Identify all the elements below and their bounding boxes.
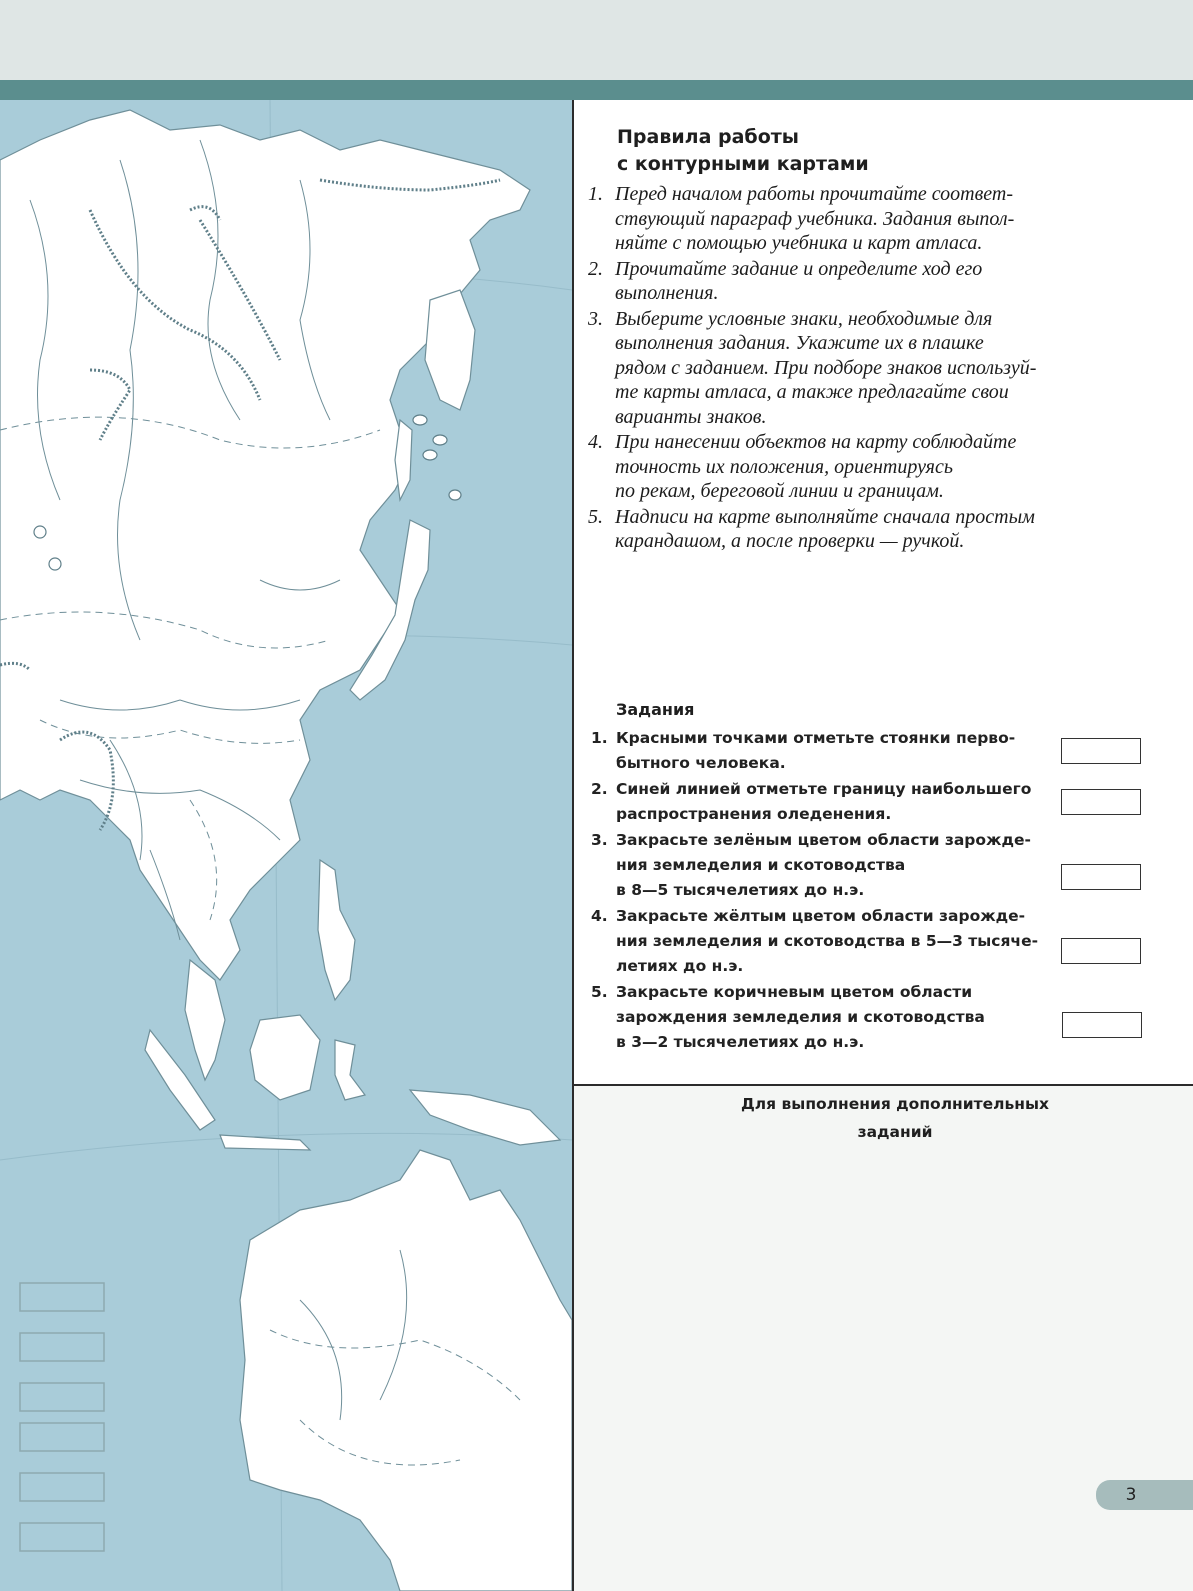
contour-map bbox=[0, 100, 572, 1591]
task-item: 4. Закрасьте жёлтым цветом области зарожде- ния земледелия и скотоводства в 5—3 тысяче- летиях до н.э. bbox=[591, 907, 1039, 975]
page-number-tab bbox=[1096, 1480, 1193, 1510]
legend-box-task-3[interactable] bbox=[1061, 864, 1141, 890]
page-number: 3 bbox=[1125, 1485, 1137, 1505]
land-australia bbox=[240, 1150, 572, 1591]
rule-item: 1. Перед началом работы прочитайте соответ- ствующий параграф учебника. Задания выпол- няйте с помощью учебника и карт атласа. bbox=[588, 183, 1015, 254]
top-strip bbox=[0, 0, 1193, 80]
legend-box-task-4[interactable] bbox=[1061, 938, 1141, 964]
legend-box-task-5[interactable] bbox=[1062, 1012, 1142, 1038]
rule-item: 4. При нанесении объектов на карту соблюдайте точность их положения, ориентируясь по рекам, береговой линии и границам. bbox=[588, 431, 1017, 502]
task-item: 2. Синей линией отметьте границу наибольшего распространения оледенения. bbox=[591, 780, 1032, 823]
rule-item: 5. Надписи на карте выполняйте сначала простым карандашом, а после проверки — ручкой. bbox=[588, 505, 1035, 552]
map-svg bbox=[0, 100, 572, 1591]
land-new-guinea bbox=[410, 1090, 560, 1145]
tasks-list bbox=[591, 726, 1151, 1056]
land-borneo bbox=[250, 1015, 320, 1100]
legend-box-task-2[interactable] bbox=[1061, 789, 1141, 815]
rules-title: Правила работы с контурными картами bbox=[617, 126, 869, 175]
land-java bbox=[220, 1135, 310, 1150]
extra-tasks-title: Для выполнения дополнительных заданий bbox=[740, 1095, 1049, 1141]
rules-list bbox=[588, 182, 1153, 555]
legend-box-task-1[interactable] bbox=[1061, 738, 1141, 764]
rule-item: 3. Выберите условные знаки, необходимые для выполнения задания. Укажите их в плашке рядом с заданием. При подборе знаков используй- те карты атласа, а также предлагайте свои варианты знаков. bbox=[588, 307, 1037, 428]
land-kamchatka bbox=[425, 290, 475, 410]
task-item: 3. Закрасьте зелёным цветом области зарожде- ния земледелия и скотоводства в 8—5 тысячелетиях до н.э. bbox=[591, 831, 1031, 899]
rule-item: 2. Прочитайте задание и определите ход его выполнения. bbox=[588, 257, 983, 304]
extra-tasks-area bbox=[574, 1086, 1193, 1591]
task-item: 1. Красными точками отметьте стоянки перво- бытного человека. bbox=[591, 729, 1016, 772]
land-eurasia bbox=[0, 110, 530, 980]
tasks-title: Задания bbox=[616, 700, 695, 719]
task-item: 5. Закрасьте коричневым цветом области зарождения земледелия и скотоводства в 3—2 тысячелетиях до н.э. bbox=[591, 983, 985, 1051]
header-bar bbox=[0, 80, 1193, 100]
land-philippines bbox=[318, 860, 355, 1000]
land-sulawesi bbox=[335, 1040, 365, 1100]
